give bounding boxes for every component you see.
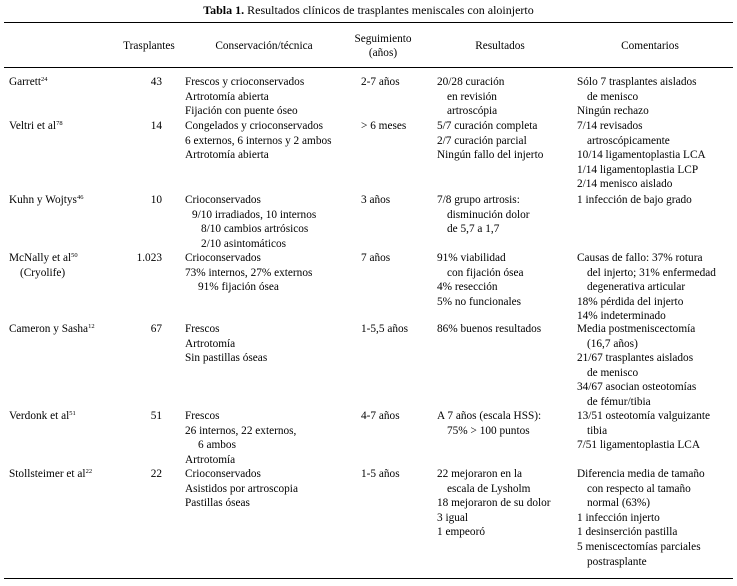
- header-seguimiento: [343, 33, 423, 60]
- conservation-line: Artrotomía abierta: [185, 90, 269, 103]
- row-results: [437, 193, 530, 237]
- row-conservation: [185, 75, 304, 119]
- results-line: A 7 años (escala HSS):: [437, 410, 542, 422]
- conservation-line: Fijación con puente óseo: [185, 105, 298, 118]
- results-line: artroscópia: [447, 105, 498, 118]
- conservation-line: Pastillas óseas: [185, 497, 250, 510]
- conservation-line: 6 ambos: [198, 439, 236, 452]
- row-conservation: [185, 409, 296, 467]
- comments-line: normal (63%): [587, 497, 651, 510]
- top-rule: [4, 22, 733, 23]
- row-comments: [577, 251, 716, 324]
- row-author: [9, 193, 83, 208]
- conservation-line: Crioconservados: [185, 468, 261, 480]
- row-conservation: [185, 467, 298, 511]
- row-conservation: [185, 193, 316, 251]
- table-caption-text: Resultados clínicos de trasplantes meniscales con aloinjerto: [247, 3, 534, 17]
- header-rule: [4, 67, 733, 68]
- conservation-line: Frescos: [185, 323, 220, 335]
- conservation-line: 2/10 asintomáticos: [201, 237, 287, 250]
- reference-number: 46: [76, 194, 84, 201]
- reference-number: 12: [88, 323, 95, 330]
- results-line: 7/8 grupo artrosis:: [437, 194, 520, 206]
- row-transplant-count: 10: [150, 194, 162, 206]
- row-results: [437, 467, 551, 540]
- row-author: [9, 467, 92, 482]
- comments-line: (16,7 años): [587, 337, 638, 350]
- conservation-line: Artrotomía: [185, 337, 236, 350]
- conservation-line: Artrotomía abierta: [185, 149, 269, 162]
- conservation-line: Frescos y crioconservados: [185, 76, 305, 88]
- header-seguimiento-line-2: (años): [368, 46, 398, 59]
- results-line: 22 mejoraron en la: [437, 468, 523, 480]
- row-results: [437, 322, 541, 337]
- row-transplant-count: 51: [150, 410, 162, 422]
- results-line: Ningún fallo del injerto: [437, 149, 544, 162]
- comments-line: 1 infección de bajo grado: [577, 194, 692, 206]
- author-name: McNally et al: [9, 252, 72, 264]
- comments-line: Ningún rechazo: [577, 105, 649, 118]
- row-comments: [577, 322, 696, 410]
- conservation-line: Asistidos por artroscopia: [185, 482, 298, 495]
- row-author: [9, 119, 63, 134]
- results-line: 1 empeoró: [437, 526, 485, 539]
- row-author: [9, 409, 76, 424]
- results-line: 5% no funcionales: [437, 295, 522, 308]
- row-follow-up: 1-5,5 años: [361, 323, 409, 335]
- row-comments: [577, 119, 706, 192]
- comments-line: 13/51 osteotomía valguizante: [577, 410, 711, 422]
- comments-line: 2/14 menisco aislado: [577, 178, 673, 191]
- comments-line: 14% indeterminado: [577, 310, 666, 323]
- comments-line: 5 meniscectomías parciales: [577, 540, 701, 553]
- comments-line: postrasplante: [587, 555, 647, 568]
- header-seguimiento-line-1: Seguimiento: [354, 33, 412, 45]
- reference-number: 78: [56, 120, 63, 127]
- row-transplant-count: 14: [150, 120, 162, 132]
- row-follow-up: 3 años: [361, 194, 391, 206]
- results-line: 20/28 curación: [437, 76, 505, 88]
- results-line: 4% resección: [437, 281, 498, 294]
- comments-line: con respecto al tamaño: [587, 482, 691, 495]
- comments-line: 7/14 revisados: [577, 120, 643, 132]
- comments-line: degenerativa articular: [587, 281, 686, 294]
- row-transplant-count: 67: [150, 323, 162, 335]
- conservation-line: 9/10 irradiados, 10 internos: [192, 208, 317, 221]
- row-conservation: [185, 322, 267, 366]
- results-line: de 5,7 a 1,7: [447, 223, 500, 236]
- conservation-line: 73% internos, 27% externos: [185, 266, 313, 279]
- results-line: disminución dolor: [447, 208, 530, 221]
- header-comentarios: Comentarios: [621, 40, 679, 52]
- comments-line: artroscópicamente: [587, 134, 670, 147]
- comments-line: del injerto; 31% enfermedad: [587, 266, 716, 279]
- comments-line: de menisco: [587, 366, 639, 379]
- comments-line: 21/67 trasplantes aislados: [577, 352, 694, 365]
- row-comments: [577, 75, 697, 119]
- conservation-line: Congelados y crioconservados: [185, 120, 324, 132]
- conservation-line: Artrotomía: [185, 453, 236, 466]
- results-line: con fijación ósea: [447, 266, 524, 279]
- row-results: [437, 251, 524, 309]
- reference-number: 24: [41, 76, 48, 83]
- reference-number: 22: [85, 468, 93, 475]
- row-follow-up: 1-5 años: [361, 468, 400, 480]
- author-subline: (Cryolife): [20, 266, 66, 279]
- row-transplant-count: 1.023: [136, 252, 162, 264]
- row-comments: [577, 193, 692, 208]
- comments-line: 10/14 ligamentoplastia LCA: [577, 149, 706, 162]
- conservation-line: Crioconservados: [185, 252, 261, 264]
- comments-line: 34/67 asocian osteotomías: [577, 381, 697, 394]
- results-line: 5/7 curación completa: [437, 120, 538, 132]
- results-line: 2/7 curación parcial: [437, 134, 527, 147]
- row-conservation: [185, 119, 332, 163]
- reference-number: 50: [71, 252, 78, 259]
- conservation-line: 91% fijación ósea: [198, 281, 279, 294]
- table-caption: [0, 3, 737, 17]
- author-name: Verdonk et al: [9, 410, 70, 422]
- header-trasplantes: Trasplantes: [123, 40, 175, 52]
- row-follow-up: > 6 meses: [361, 120, 407, 132]
- results-line: 91% viabilidad: [437, 252, 506, 264]
- conservation-line: 6 externos, 6 internos y 2 ambos: [185, 134, 332, 147]
- comments-line: Sólo 7 trasplantes aislados: [577, 76, 697, 88]
- row-transplant-count: 43: [150, 76, 162, 88]
- conservation-line: 26 internos, 22 externos,: [185, 424, 297, 437]
- row-results: [437, 75, 504, 119]
- conservation-line: Crioconservados: [185, 194, 261, 206]
- comments-line: 7/51 ligamentoplastia LCA: [577, 439, 700, 452]
- author-name: Stollsteimer et al: [9, 468, 86, 480]
- author-name: Veltri et al: [9, 120, 57, 132]
- author-name: Cameron y Sasha: [9, 323, 89, 335]
- row-author: [9, 322, 95, 337]
- results-line: 3 igual: [437, 511, 469, 524]
- row-comments: [577, 467, 705, 569]
- comments-line: tibia: [587, 424, 608, 437]
- comments-line: 1/14 ligamentoplastia LCP: [577, 163, 699, 176]
- table-caption-label: Tabla 1.: [203, 3, 245, 17]
- results-line: 86% buenos resultados: [437, 323, 542, 335]
- row-comments: [577, 409, 710, 453]
- comments-line: 1 desinserción pastilla: [577, 526, 678, 539]
- author-name: Kuhn y Wojtys: [9, 194, 77, 206]
- row-follow-up: 4-7 años: [361, 410, 400, 422]
- row-results: [437, 409, 541, 438]
- comments-line: 18% pérdida del injerto: [577, 295, 684, 308]
- comments-line: de menisco: [587, 90, 639, 103]
- row-author: [9, 75, 48, 90]
- author-name: Garrett: [9, 76, 41, 88]
- row-results: [437, 119, 543, 163]
- comments-line: Diferencia media de tamaño: [577, 468, 705, 480]
- row-conservation: [185, 251, 312, 295]
- results-line: en revisión: [447, 90, 497, 103]
- comments-line: 1 infección injerto: [577, 511, 660, 524]
- header-resultados: Resultados: [475, 40, 525, 52]
- comments-line: Causas de fallo: 37% rotura: [577, 252, 703, 264]
- conservation-line: Frescos: [185, 410, 220, 422]
- conservation-line: 8/10 cambios artrósicos: [201, 223, 309, 236]
- reference-number: 51: [69, 410, 76, 417]
- row-transplant-count: 22: [150, 468, 162, 480]
- results-line: 75% > 100 puntos: [447, 424, 530, 437]
- bottom-rule: [4, 578, 733, 579]
- row-author: [9, 251, 78, 280]
- comments-line: Media postmeniscectomía: [577, 323, 696, 335]
- results-line: escala de Lysholm: [447, 482, 531, 495]
- row-follow-up: 2-7 años: [361, 76, 400, 88]
- conservation-line: Sin pastillas óseas: [185, 352, 268, 365]
- header-conservacion: Conservación/técnica: [215, 40, 313, 52]
- row-follow-up: 7 años: [361, 252, 391, 264]
- comments-line: de fémur/tibia: [587, 395, 651, 408]
- results-line: 18 mejoraron de su dolor: [437, 497, 551, 510]
